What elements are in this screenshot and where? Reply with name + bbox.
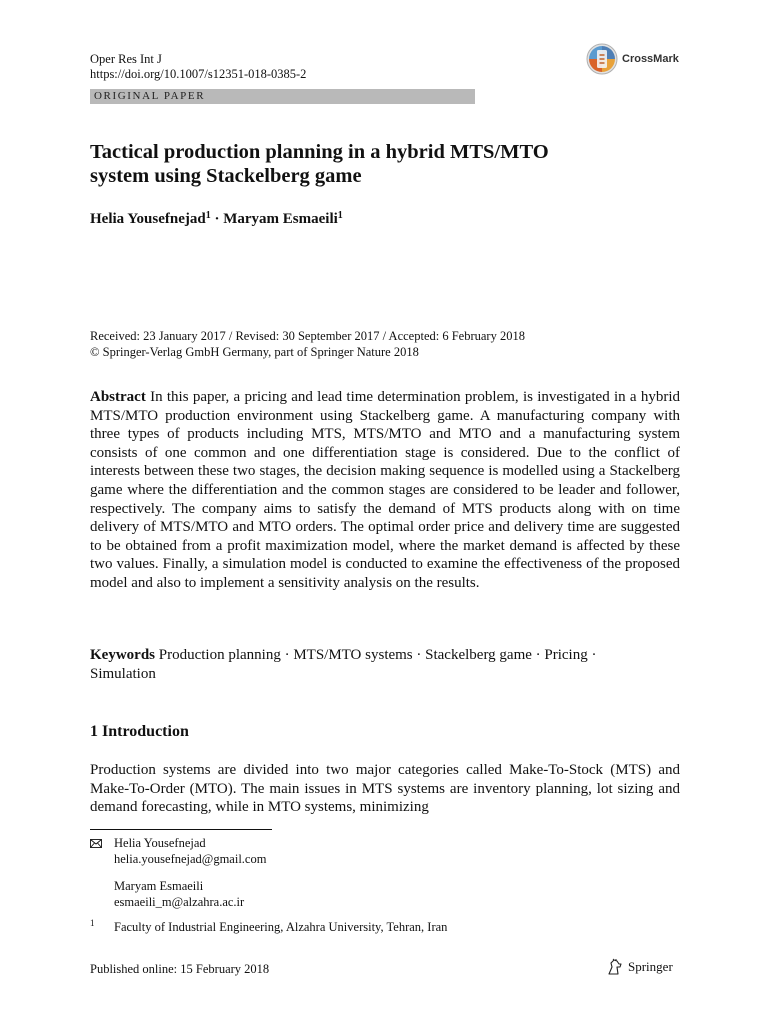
title-line-2: system using Stackelberg game [90,165,362,187]
author-name[interactable]: Helia Yousefnejad [90,211,206,227]
paper-type-banner: ORIGINAL PAPER [90,89,475,104]
abstract-label: Abstract [90,389,146,405]
copyright-line: © Springer-Verlag GmbH Germany, part of Springer Nature 2018 [90,345,419,359]
affiliation-text: Faculty of Industrial Engineering, Alzahra University, Tehran, Iran [114,920,448,934]
contact-email[interactable]: esmaeili_m@alzahra.ac.ir [114,894,245,909]
publisher-name: Springer [628,959,673,974]
author-list [90,210,343,228]
publisher-logo [606,958,673,976]
paper-title [90,140,680,188]
author-affil-marker: 1 [205,210,211,221]
journal-name: Oper Res Int J [90,52,162,66]
contact-spacer [114,867,266,879]
envelope-icon [90,839,102,848]
abstract [90,388,680,593]
crossmark-label: CrossMark [622,53,679,65]
introduction-text: Production systems are divided into two major categories called Make-To-Stock (MTS) and Make-To-Order (MTO). The main issues in MTS systems are inventory planning, lot sizing and demand forecasting, while in MTO systems, minimizing [90,762,680,816]
journal-header [90,52,306,82]
author-name[interactable]: Maryam Esmaeili [223,211,338,227]
keywords-text: Production planning · MTS/MTO systems · Stackelberg game · Pricing · Simulation [90,647,597,682]
affiliation-number: 1 [90,918,95,928]
author-affil-marker: 1 [337,210,343,221]
crossmark-badge[interactable] [586,42,686,76]
title-line-1: Tactical production planning in a hybrid MTS/MTO [90,141,549,163]
contact-name: Helia Yousefnejad [114,836,206,850]
doi-link[interactable]: https://doi.org/10.1007/s12351-018-0385-2 [90,67,307,81]
corresponding-contacts [90,836,266,910]
author-separator: · [210,211,224,227]
footnote-divider [90,829,272,830]
keywords [90,646,610,683]
affiliation-note [90,916,447,935]
published-online: Published online: 15 February 2018 [90,962,270,976]
contact-name: Maryam Esmaeili [114,879,204,893]
abstract-text: In this paper, a pricing and lead time determination problem, is investigated in a hybrid MTS/MTO production environment using Stackelberg game. A manufacturing company with three types of products including MTS, MTS/MTO and MTO and a manufacturing system consists of one common and one differentiation stage is considered. Due to the conflict of interests between these two stages, the decision making sequence is modelled using a Stackelberg game where the differentiation and the common stages are considered to be leader and follower, respectively. The company aims to satisfy the demand of MTS products along with on time delivery of MTS/MTO and MTO orders. The optimal order price and delivery time are suggested to be obtained from a profit maximization model, where the market demand is affected by these two values. Finally, a simulation model is conducted to examine the effectiveness of the proposed model and also to implement a sensitivity analysis on the results. [90,389,681,591]
springer-horse-icon [606,958,624,976]
keywords-label: Keywords [90,647,155,663]
section-heading: 1 Introduction [90,723,189,740]
history-line: Received: 23 January 2017 / Revised: 30 September 2017 / Accepted: 6 February 2018 [90,329,525,343]
contact-email[interactable]: helia.yousefnejad@gmail.com [114,851,267,866]
publication-dates [90,328,525,360]
crossmark-icon [586,43,618,75]
